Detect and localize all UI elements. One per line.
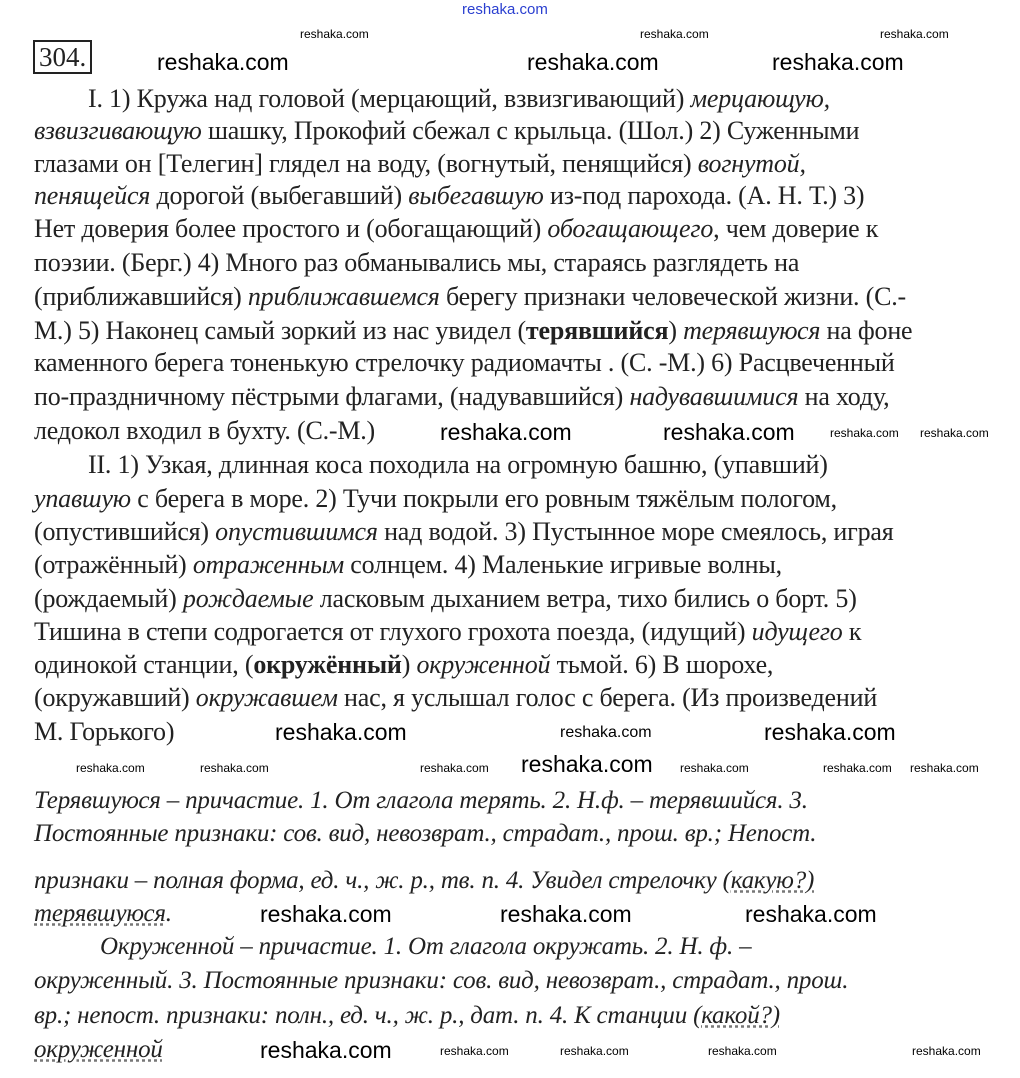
- watermark: reshaka.com: [912, 1044, 981, 1058]
- underlined-text: окруженной: [34, 1036, 163, 1063]
- watermark: reshaka.com: [275, 719, 407, 745]
- text-segment: глазами он [Телегин] глядел на воду, (вогнутый, пенящийся): [34, 149, 698, 178]
- watermark: reshaka.com: [910, 761, 979, 775]
- watermark: reshaka.com: [500, 901, 632, 927]
- text-line: [34, 550, 782, 580]
- watermark: reshaka.com: [745, 901, 877, 927]
- italic-text: взвизгивающую: [34, 116, 202, 145]
- text-segment: Окруженной – причастие. 1. От глагола окружать. 2. Н. ф. –: [100, 933, 752, 960]
- watermark: reshaka.com: [640, 27, 709, 41]
- text-segment: вр.; непост. признаки: полн., ед. ч., ж. р., дат. п. 4. К станции: [34, 1002, 694, 1029]
- watermark: reshaka.com: [260, 1037, 392, 1063]
- italic-text: выбегавшую: [408, 181, 544, 210]
- text-segment: (рождаемый): [34, 584, 183, 613]
- text-segment: на ходу,: [798, 382, 890, 411]
- text-segment: (отражённый): [34, 550, 193, 579]
- italic-text: вогнутой,: [697, 149, 806, 178]
- text-segment: солнцем. 4) Маленькие игривые волны,: [343, 550, 782, 579]
- watermark: reshaka.com: [157, 49, 289, 75]
- text-segment: из-под парохода. (А. Н. Т.) 3): [543, 181, 865, 210]
- text-line: [34, 116, 859, 146]
- watermark: reshaka.com: [880, 27, 949, 41]
- text-segment: Постоянные признаки: сов. вид, невозврат., страдат., прош. вр.; Непост.: [34, 820, 817, 847]
- watermark: reshaka.com: [764, 719, 896, 745]
- watermark: reshaka.com: [560, 1044, 629, 1058]
- watermark: reshaka.com: [76, 761, 145, 775]
- text-segment: каменного берега тоненькую стрелочку радиомачты . (С. -М.) 6) Расцвеченный: [34, 348, 895, 377]
- text-segment: Тишина в степи содрогается от глухого грохота поезда, (идущий): [34, 617, 752, 646]
- watermark: reshaka.com: [708, 1044, 777, 1058]
- text-line: [34, 617, 861, 647]
- text-segment: с берега в море. 2) Тучи покрыли его ровным тяжёлым пологом,: [130, 484, 837, 513]
- watermark: reshaka.com: [440, 1044, 509, 1058]
- text-segment: (окружавший): [34, 683, 196, 712]
- italic-text: терявшуюся: [683, 316, 821, 345]
- italic-text: мерцающую,: [690, 84, 830, 113]
- text-line: [34, 282, 906, 312]
- text-line: [34, 650, 773, 680]
- text-line: [34, 517, 894, 547]
- text-line: [34, 450, 828, 480]
- text-segment: ласковым дыханием ветра, тихо бились о борт. 5): [313, 584, 857, 613]
- text-segment: дорогой (выбегавший): [150, 181, 409, 210]
- text-segment: ледокол входил в бухту. (С.-М.): [34, 416, 376, 445]
- underlined-text: (какую?): [722, 867, 815, 894]
- watermark: reshaka.com: [823, 761, 892, 775]
- text-segment: Терявшуюся – причастие. 1. От глагола терять. 2. Н.ф. – терявшийся. 3.: [34, 787, 808, 814]
- exercise-number: 304.: [33, 40, 92, 74]
- text-line: [34, 717, 174, 747]
- text-line: [34, 786, 808, 816]
- text-segment: , чем доверие к: [713, 214, 879, 243]
- text-line: [34, 683, 877, 713]
- text-segment: одинокой станции, (: [34, 650, 254, 679]
- text-line: [34, 1035, 163, 1065]
- text-line: [34, 899, 172, 929]
- watermark: reshaka.com: [680, 761, 749, 775]
- watermark: reshaka.com: [920, 426, 989, 440]
- text-segment: по-праздничному пёстрыми флагами, (надувавшийся): [34, 382, 630, 411]
- text-line: [34, 316, 912, 346]
- watermark: reshaka.com: [560, 724, 652, 741]
- text-segment: Нет доверия более простого и (обогащающий): [34, 214, 548, 243]
- watermark: reshaka.com: [663, 419, 795, 445]
- text-segment: поэзии. (Берг.) 4) Много раз обманывались мы, стараясь разглядеть на: [34, 248, 800, 277]
- text-line: [34, 932, 751, 962]
- text-segment: тьмой. 6) В шорохе,: [550, 650, 774, 679]
- text-line: [34, 866, 814, 896]
- watermark: reshaka.com: [300, 27, 369, 41]
- underlined-text: терявшуюся: [34, 900, 166, 927]
- text-segment: II. 1) Узкая, длинная коса походила на огромную башню, (упавший): [88, 450, 828, 479]
- text-segment: М.) 5) Наконец самый зоркий из нас увидел (: [34, 316, 526, 345]
- text-line: [34, 584, 857, 614]
- text-line: [34, 181, 864, 211]
- watermark: reshaka.com: [260, 901, 392, 927]
- italic-text: окруженной: [416, 650, 551, 679]
- text-segment: нас, я услышал голос с берега. (Из произведений: [337, 683, 878, 712]
- text-line: [34, 484, 837, 514]
- text-line: [34, 149, 806, 179]
- italic-text: окружавшем: [195, 683, 338, 712]
- text-line: [34, 819, 816, 849]
- italic-text: рождаемые: [182, 584, 314, 613]
- text-line: [34, 416, 375, 446]
- text-segment: над водой. 3) Пустынное море смеялось, играя: [377, 517, 894, 546]
- text-segment: на фоне: [820, 316, 913, 345]
- italic-text: идущего: [751, 617, 843, 646]
- text-line: [34, 348, 895, 378]
- text-line: [34, 382, 889, 412]
- italic-text: отраженным: [192, 550, 344, 579]
- watermark: reshaka.com: [420, 761, 489, 775]
- watermark: reshaka.com: [440, 419, 572, 445]
- italic-text: обогащающего: [547, 214, 714, 243]
- text-segment: .: [165, 900, 172, 927]
- text-segment: ): [401, 650, 417, 679]
- italic-text: пенящейся: [34, 181, 151, 210]
- italic-text: упавшую: [34, 484, 131, 513]
- text-line: [34, 1001, 780, 1031]
- text-segment: признаки – полная форма, ед. ч., ж. р., тв. п. 4. Увидел стрелочку: [34, 867, 723, 894]
- bold-text: окружённый: [253, 650, 402, 679]
- italic-text: опустившимся: [215, 517, 378, 546]
- bold-text: терявшийся: [525, 316, 669, 345]
- text-segment: берегу признаки человеческой жизни. (С.-: [439, 282, 906, 311]
- text-segment: (опустившийся): [34, 517, 216, 546]
- italic-text: надувавшимися: [629, 382, 799, 411]
- text-segment: (приближавшийся): [34, 282, 248, 311]
- text-line: [34, 248, 799, 278]
- text-segment: М. Горького): [34, 717, 175, 746]
- watermark: reshaka.com: [772, 49, 904, 75]
- watermark: reshaka.com: [830, 426, 899, 440]
- text-segment: шашку, Прокофий сбежал с крыльца. (Шол.) 2) Суженными: [201, 116, 860, 145]
- watermark: reshaka.com: [527, 49, 659, 75]
- text-line: [34, 214, 878, 244]
- text-segment: к: [842, 617, 862, 646]
- watermark: reshaka.com: [462, 1, 548, 18]
- text-line: [34, 966, 848, 996]
- text-line: [34, 84, 830, 114]
- watermark: reshaka.com: [521, 751, 653, 777]
- underlined-text: (какой?): [693, 1002, 780, 1029]
- watermark: reshaka.com: [200, 761, 269, 775]
- text-segment: I. 1) Кружа над головой (мерцающий, взвизгивающий): [88, 84, 691, 113]
- text-segment: окруженный. 3. Постоянные признаки: сов. вид, невозврат., страдат., прош.: [34, 967, 849, 994]
- text-segment: ): [668, 316, 684, 345]
- italic-text: приближавшемся: [247, 282, 440, 311]
